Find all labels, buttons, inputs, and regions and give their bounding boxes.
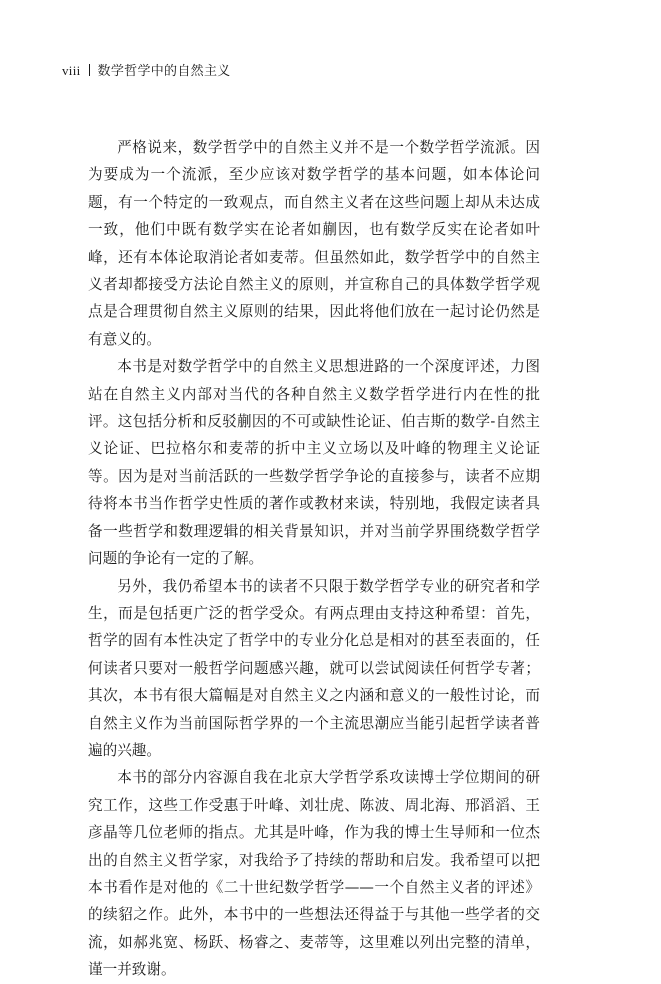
body-text (88, 134, 540, 984)
paragraph-1: 严格说来，数学哲学中的自然主义并不是一个数学哲学流派。因为要成为一个流派，至少应该对数学哲学的基本问题，如本体论问题，有一个特定的一致观点，而自然主义者在这些问题上却从未达成一致，他们中既有数学实在论者如蒯因，也有数学反实在论者如叶峰，还有本体论取消论者如麦蒂。但虽然如此，数学哲学中的自然主义者却都接受方法论自然主义的原则，并宣称自己的具体数学哲学观点是合理贯彻自然主义原则的结果，因此将他们放在一起讨论仍然是有意义的。 (88, 139, 540, 348)
header-separator (89, 64, 90, 76)
paragraph-4: 本书的部分内容源自我在北京大学哲学系攻读博士学位期间的研究工作，这些工作受惠于叶峰、刘壮虎、陈波、周北海、邢滔滔、王彦晶等几位老师的指点。尤其是叶峰，作为我的博士生导师和一位杰出的自然主义哲学家，对我给予了持续的帮助和启发。我希望可以把本书看作是对他的《二十世纪数学哲学——一个自然主义者的评述》的续貂之作。此外，本书中的一些想法还得益于与其他一些学者的交流，如郝兆宽、杨跃、杨睿之、麦蒂等，这里难以列出完整的清单，谨一并致谢。 (88, 769, 540, 979)
paragraph-2: 本书是对数学哲学中的自然主义思想进路的一个深度评述，力图站在自然主义内部对当代的各种自然主义数学哲学进行内在性的批评。这包括分析和反驳蒯因的不可或缺性论证、伯吉斯的数学-自然主义论证、巴拉格尔和麦蒂的折中主义立场以及叶峰的物理主义论证等。因为是对当前活跃的一些数学哲学争论的直接参与，读者不应期待将本书当作哲学史性质的著作或教材来读，特别地，我假定读者具备一些哲学和数理逻辑的相关背景知识，并对当前学界围绕数学哲学问题的争论有一定的了解。 (88, 358, 540, 568)
running-head (62, 62, 231, 81)
paragraph-3: 另外，我仍希望本书的读者不只限于数学哲学专业的研究者和学生，而是包括更广泛的哲学受众。有两点理由支持这种希望：首先，哲学的固有本性决定了哲学中的专业分化总是相对的甚至表面的，任何读者只要对一般哲学问题感兴趣，就可以尝试阅读任何哲学专著；其次，本书有很大篇幅是对自然主义之内涵和意义的一般性讨论，而自然主义作为当前国际哲学界的一个主流思潮应当能引起哲学读者普遍的兴趣。 (88, 577, 540, 759)
book-title: 数学哲学中的自然主义 (97, 64, 231, 79)
page-number: viii (62, 63, 81, 78)
